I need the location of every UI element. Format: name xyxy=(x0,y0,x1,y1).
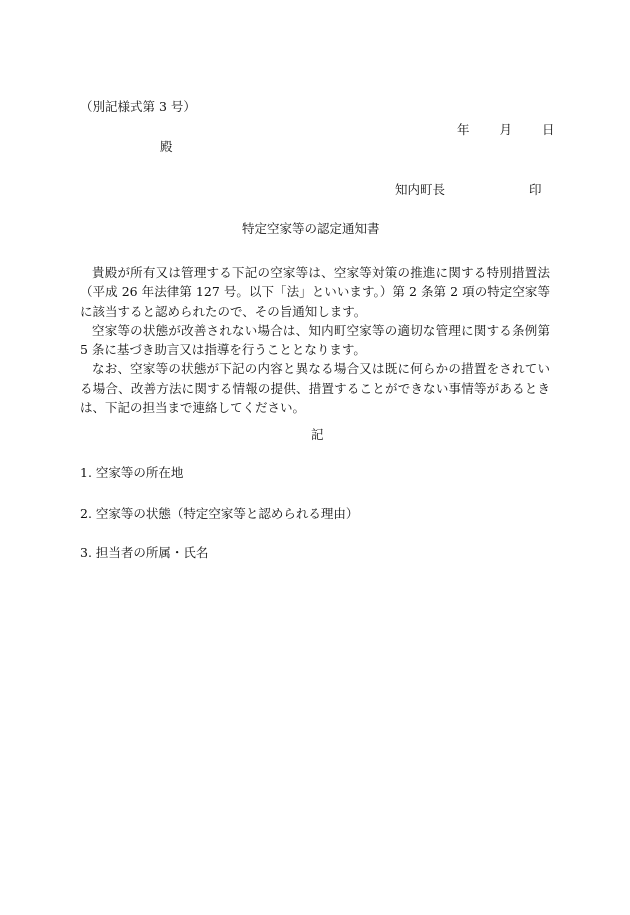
seal-mark: 印 xyxy=(529,182,542,197)
date-year-label: 年 xyxy=(457,122,470,137)
date-day-label: 日 xyxy=(542,122,555,137)
addressee-suffix: 殿 xyxy=(160,139,173,154)
item-contact-person: 3. 担当者の所属・氏名 xyxy=(80,545,209,560)
form-number: （別記様式第 3 号） xyxy=(80,99,196,114)
date-month-label: 月 xyxy=(499,122,513,137)
body-paragraph-2: 空家等の状態が改善されない場合は、知内町空家等の適切な管理に関する条例第 5 条に基づき助言又は指導を行うこととなります。 xyxy=(80,322,550,358)
issuer-line xyxy=(395,184,542,197)
item-condition: 2. 空家等の状態（特定空家等と認められる理由） xyxy=(80,506,359,521)
notice-body xyxy=(80,263,550,417)
issuer-title: 知内町長 xyxy=(395,182,446,197)
date-line xyxy=(457,124,555,137)
body-paragraph-3: なお、空家等の状態が下記の内容と異なる場合又は既に何らかの措置をされている場合、改善方法に関する情報の提供、措置することができない事情等があるときは、下記の担当まで連絡してください。 xyxy=(80,361,550,416)
ki-heading: 記 xyxy=(311,427,324,442)
document-title: 特定空家等の認定通知書 xyxy=(242,221,380,236)
item-location: 1. 空家等の所在地 xyxy=(80,465,184,480)
body-paragraph-1: 貴殿が所有又は管理する下記の空家等は、空家等対策の推進に関する特別措置法（平成 26 年法律第 127 号。以下「法」といいます。）第 2 条第 2 項の特定空家等に該当すると認められたので、その旨通知します。 xyxy=(80,265,550,319)
